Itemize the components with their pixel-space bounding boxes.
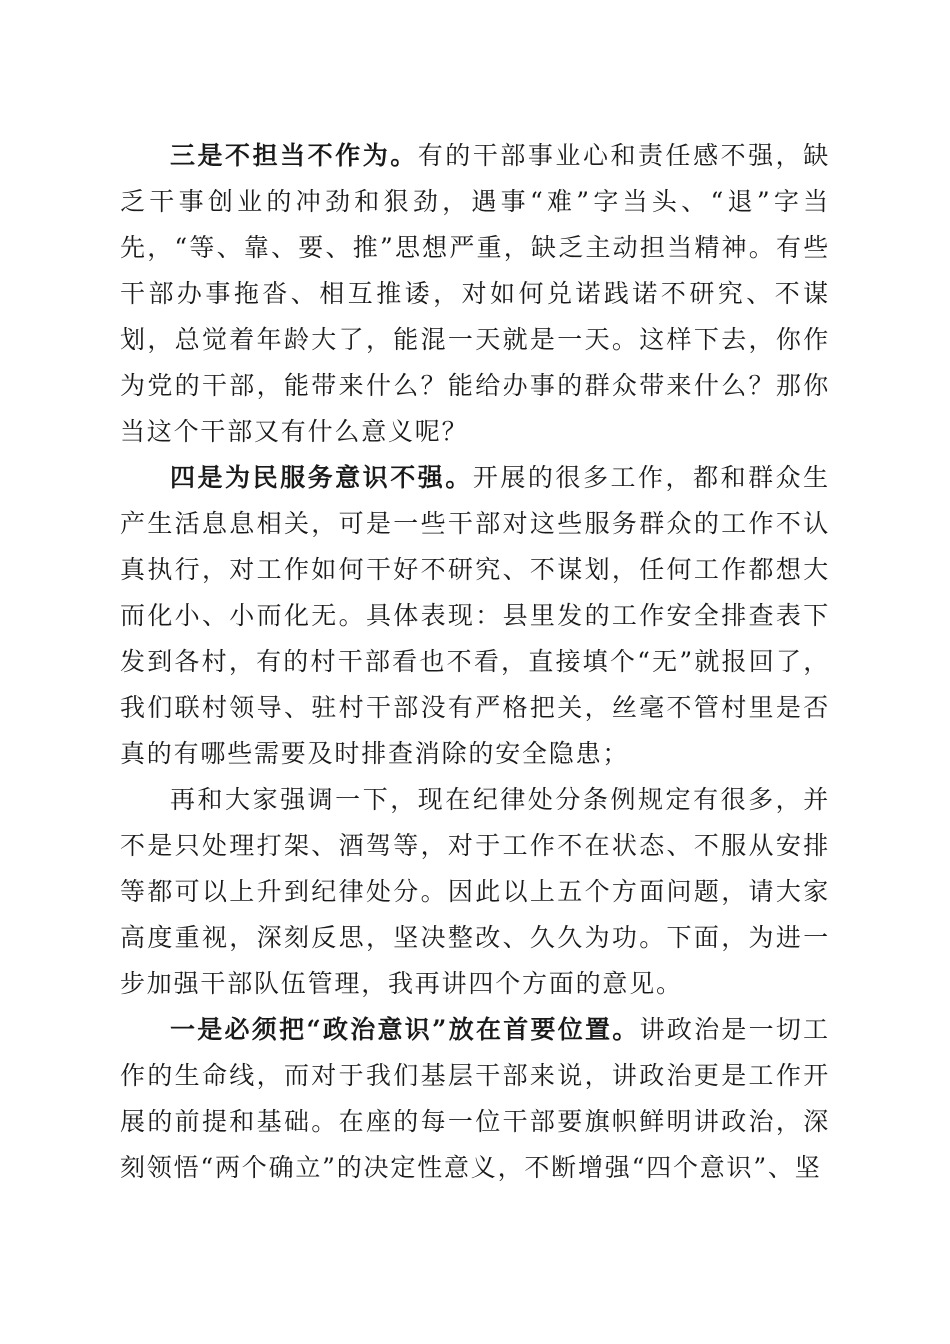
paragraph-4-text: 讲政治是一切工作的生命线，而对于我们基层干部来说，讲政治更是工作开展的前提和基础。在座的每一位干部要旗帜鲜明讲政治，深刻领悟“两个确立”的决定性意义，不断增强“四个意识”、坚: [120, 1015, 830, 1182]
paragraph-2: [120, 455, 830, 777]
paragraph-4: [120, 1007, 830, 1191]
paragraph-3: [120, 777, 830, 1007]
paragraph-3-text: 再和大家强调一下，现在纪律处分条例规定有很多，并不是只处理打架、酒驾等，对于工作不在状态、不服从安排等都可以上升到纪律处分。因此以上五个方面问题，请大家高度重视，深刻反思，坚决整改、久久为功。下面，为进一步加强干部队伍管理，我再讲四个方面的意见。: [120, 785, 830, 998]
paragraph-2-heading: 四是为民服务意识不强。: [170, 463, 473, 492]
document-body: [120, 133, 830, 1191]
paragraph-1-heading: 三是不担当不作为。: [170, 141, 418, 170]
paragraph-2-text: 开展的很多工作，都和群众生产生活息息相关，可是一些干部对这些服务群众的工作不认真执行，对工作如何干好不研究、不谋划，任何工作都想大而化小、小而化无。具体表现：县里发的工作安全排查表下发到各村，有的村干部看也不看，直接填个“无”就报回了，我们联村领导、驻村干部没有严格把关，丝毫不管村里是否真的有哪些需要及时排查消除的安全隐患；: [120, 463, 830, 768]
paragraph-1: [120, 133, 830, 455]
paragraph-1-text: 有的干部事业心和责任感不强，缺乏干事创业的冲劲和狠劲，遇事“难”字当头、“退”字当先，“等、靠、要、推”思想严重，缺乏主动担当精神。有些干部办事拖沓、相互推诿，对如何兑诺践诺不研究、不谋划，总觉着年龄大了，能混一天就是一天。这样下去，你作为党的干部，能带来什么？能给办事的群众带来什么？那你当这个干部又有什么意义呢？: [120, 141, 830, 446]
paragraph-4-heading: 一是必须把“政治意识”放在首要位置。: [170, 1015, 640, 1044]
